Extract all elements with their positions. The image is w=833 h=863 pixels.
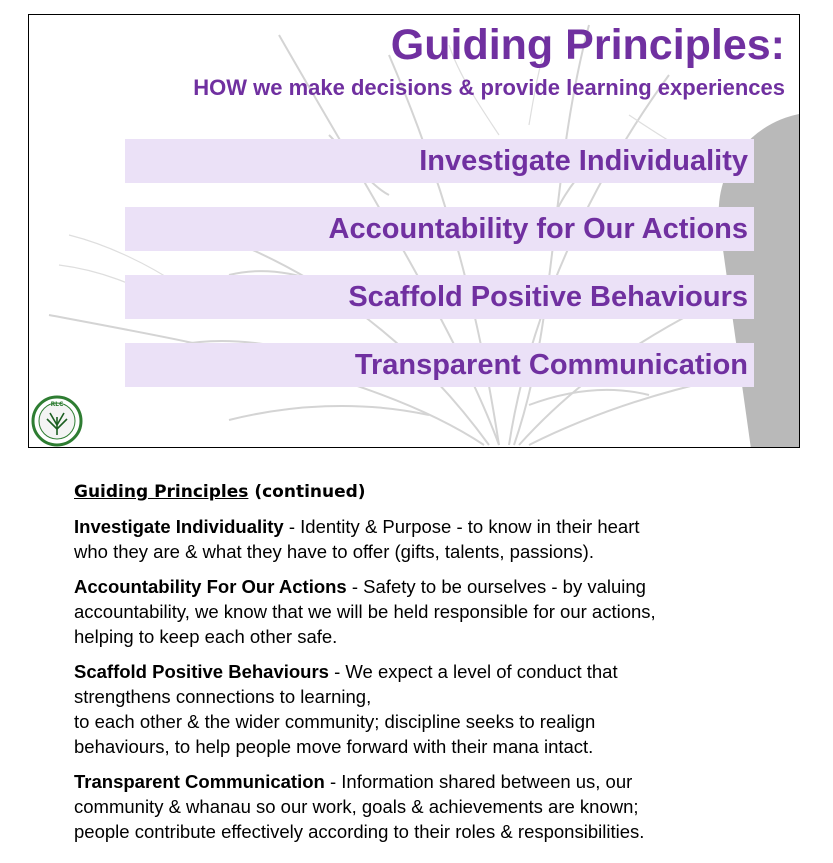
section-title-underlined: Guiding Principles: [74, 482, 249, 502]
description-text: - Information shared between us, our: [324, 771, 633, 792]
principle-term: Transparent Communication: [74, 771, 325, 792]
description-line: to each other & the wider community; discipline seeks to realign: [74, 711, 596, 732]
principle-description: [74, 769, 774, 844]
school-logo: [31, 395, 83, 447]
description-text: - Safety to be ourselves - by valuing: [346, 576, 646, 597]
section-title: [74, 482, 774, 502]
description-text: - We expect a level of conduct that: [328, 661, 618, 682]
logo-text: RLC: [50, 401, 64, 408]
section-title-suffix: (continued): [248, 482, 366, 502]
description-line: accountability, we know that we will be held responsible for our actions,: [74, 601, 656, 622]
description-line: [74, 769, 774, 794]
principle-description: [74, 574, 774, 649]
principle-term: Accountability For Our Actions: [74, 576, 347, 597]
description-line: people contribute effectively according to their roles & responsibilities.: [74, 821, 645, 842]
slide-title: Guiding Principles:: [390, 21, 785, 69]
slide-subtitle: HOW we make decisions & provide learning experiences: [193, 75, 785, 100]
description-line: strengthens connections to learning,: [74, 686, 372, 707]
principle-term: Scaffold Positive Behaviours: [74, 661, 329, 682]
slide: [28, 14, 800, 448]
principle-description: [74, 514, 774, 564]
description-line: [74, 659, 774, 684]
description-line: [74, 574, 774, 599]
principle-accountability: Accountability for Our Actions: [125, 207, 754, 251]
description-line: behaviours, to help people move forward with their mana intact.: [74, 736, 594, 757]
guiding-principles-section: [74, 482, 774, 854]
principle-description: [74, 659, 774, 759]
principle-term: Investigate Individuality: [74, 516, 284, 537]
principle-transparent-communication: Transparent Communication: [125, 343, 754, 387]
description-line: who they are & what they have to offer (gifts, talents, passions).: [74, 541, 594, 562]
description-text: - Identity & Purpose - to know in their heart: [283, 516, 640, 537]
description-line: [74, 514, 774, 539]
principle-scaffold-behaviours: Scaffold Positive Behaviours: [125, 275, 754, 319]
principle-investigate-individuality: Investigate Individuality: [125, 139, 754, 183]
description-line: helping to keep each other safe.: [74, 626, 338, 647]
description-line: community & whanau so our work, goals & achievements are known;: [74, 796, 639, 817]
